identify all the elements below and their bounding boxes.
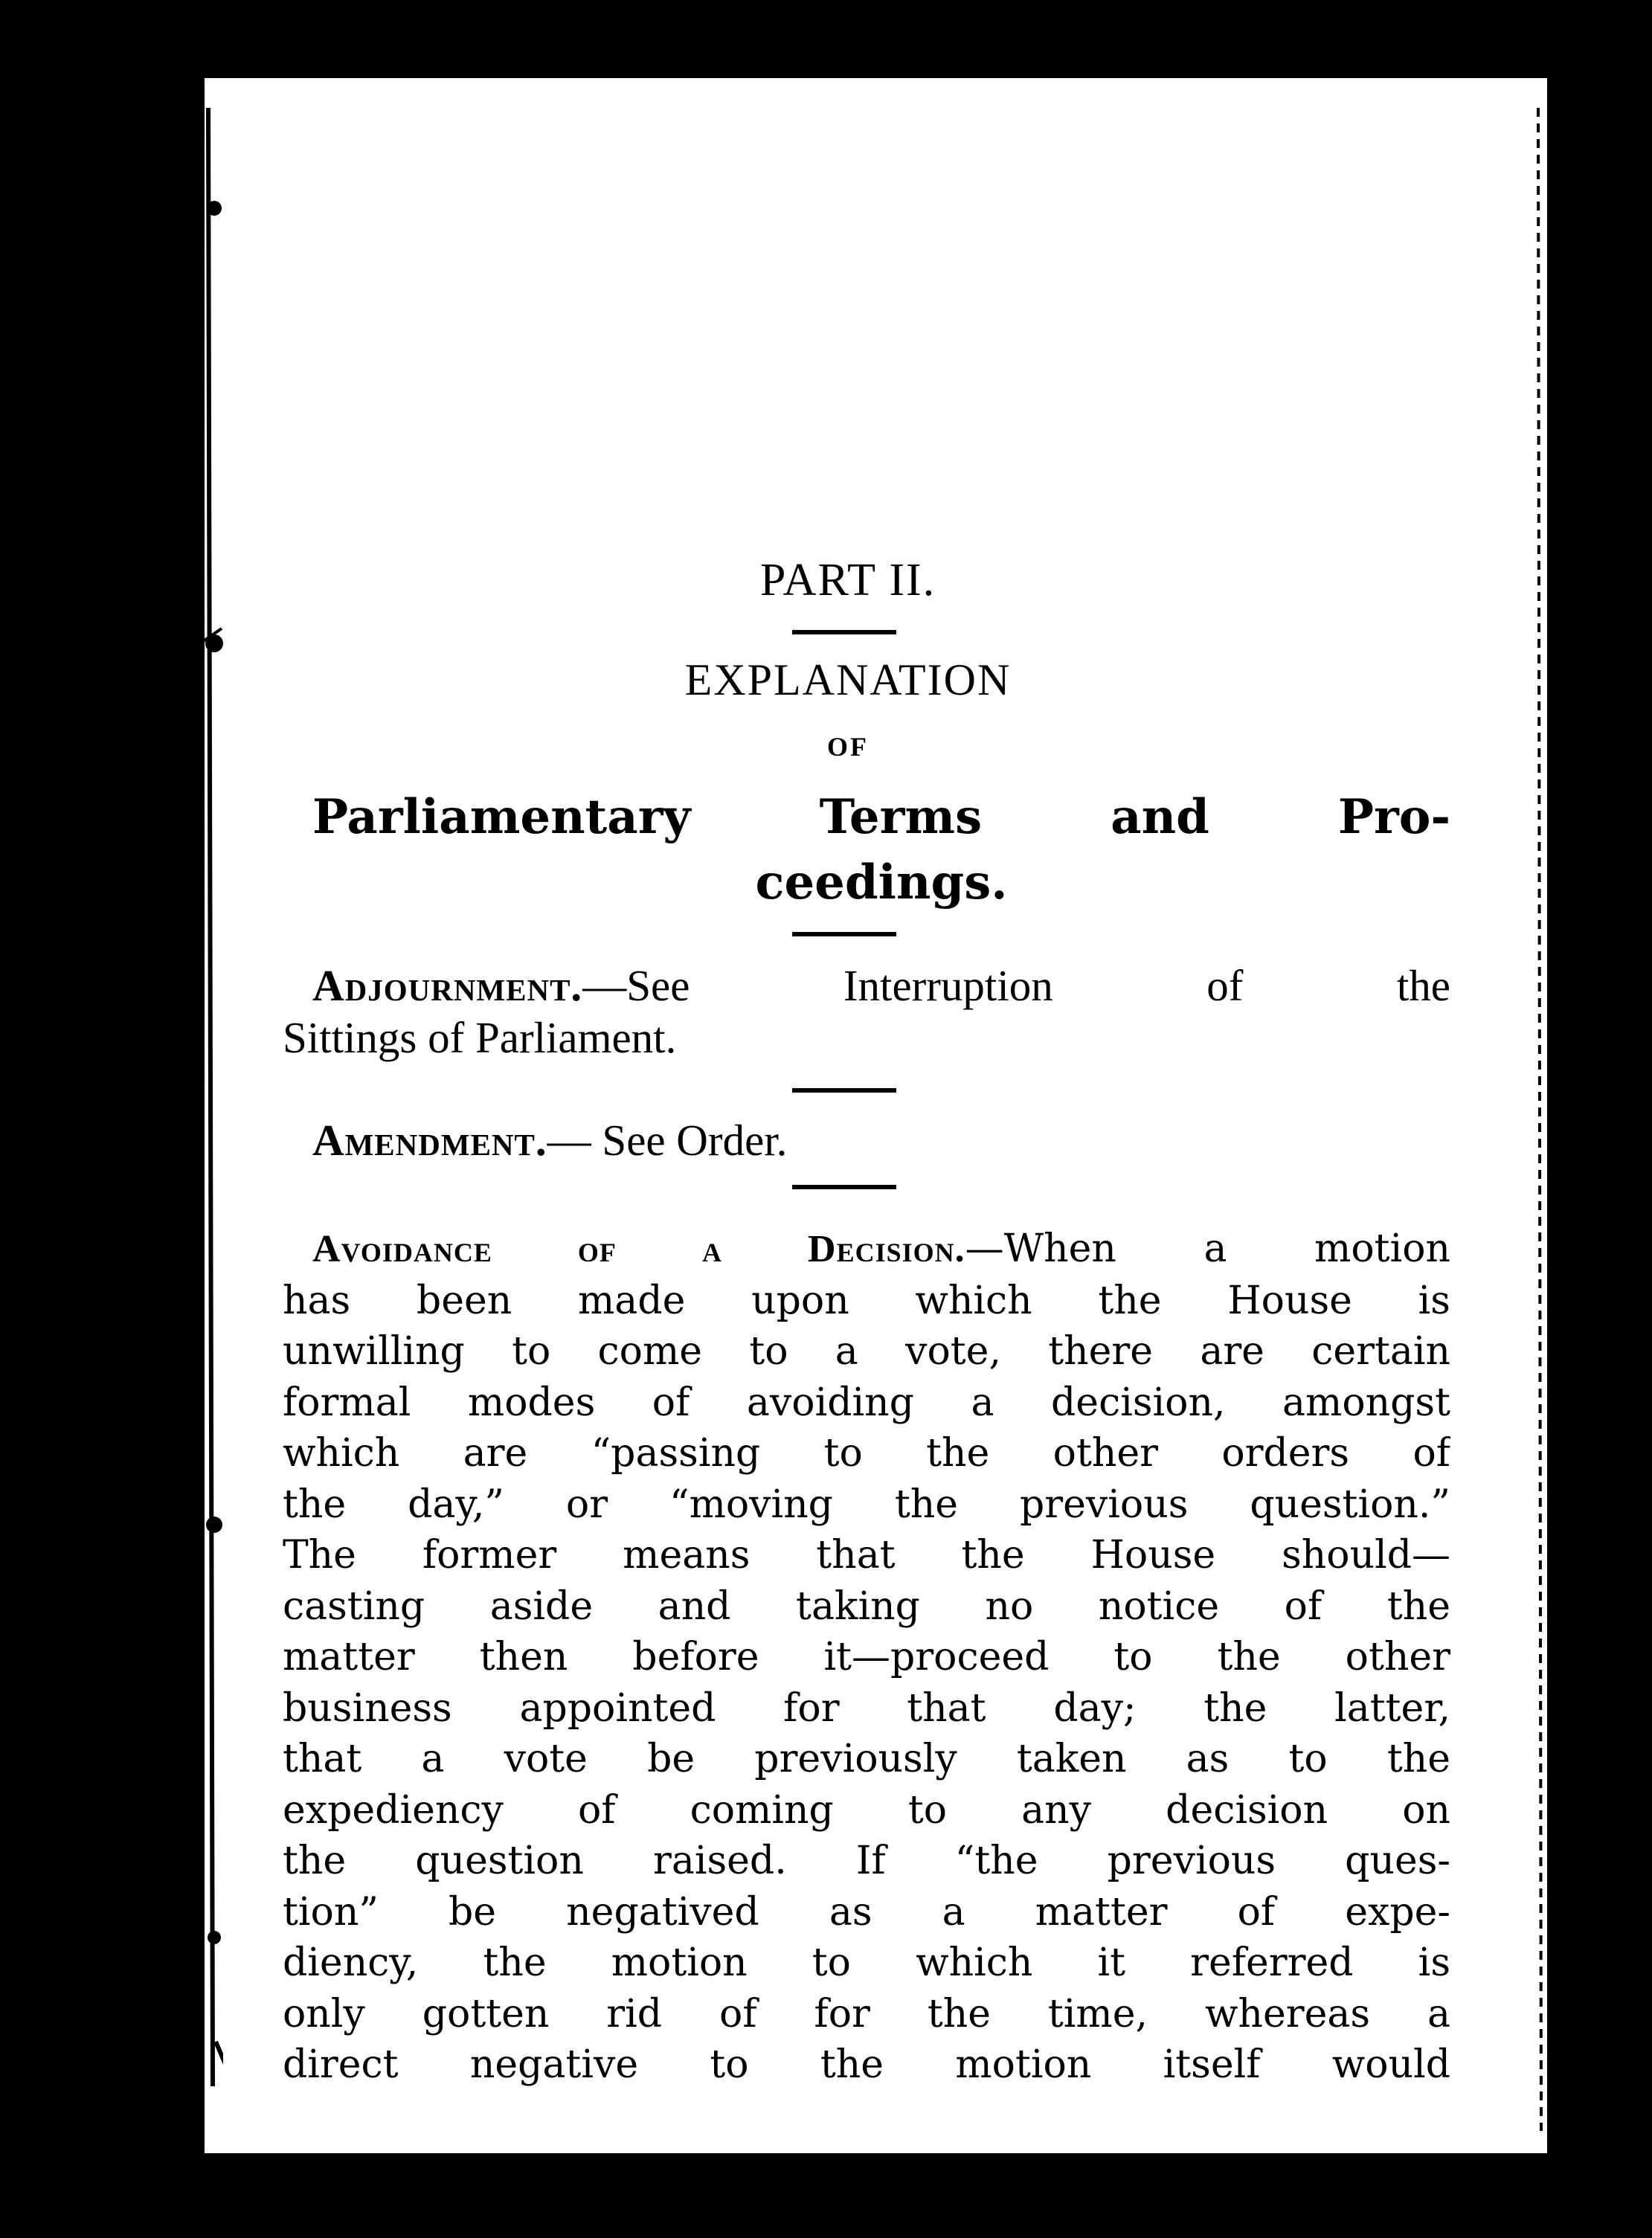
entry-term: Adjournment. bbox=[312, 961, 583, 1010]
entry-line bbox=[283, 959, 1450, 1012]
paragraph-line: which are “passing to the other orders of bbox=[283, 1431, 1450, 1476]
divider-rule bbox=[792, 1185, 896, 1189]
entry-text: —See Interruption of the bbox=[582, 961, 1450, 1010]
section-title: EXPLANATION bbox=[684, 655, 1012, 704]
entry-adjournment bbox=[283, 959, 1450, 1064]
paragraph-line: has been made upon which the House is bbox=[283, 1278, 1450, 1323]
entry-text: — See Order. bbox=[547, 1116, 788, 1165]
paragraph-line: formal modes of avoiding a decision, amongst bbox=[283, 1380, 1450, 1425]
book-page bbox=[134, 78, 1562, 2161]
entry-text: —When a motion bbox=[965, 1226, 1450, 1271]
entry-term: Avoidance of a Decision. bbox=[312, 1228, 965, 1270]
paragraph-line: the day,” or “moving the previous question.” bbox=[283, 1482, 1450, 1527]
paragraph-line: tion” be negatived as a matter of expe- bbox=[283, 1889, 1450, 1935]
part-title: PART II. bbox=[759, 555, 936, 605]
heading-line-2: ceedings. bbox=[755, 855, 1008, 910]
paragraph-line: that a vote be previously taken as to the bbox=[283, 1737, 1450, 1781]
entry-term: Amendment. bbox=[312, 1116, 547, 1165]
paragraph-line: matter then before it—proceed to the other bbox=[283, 1635, 1450, 1679]
paragraph-line: direct negative to the motion itself would bbox=[283, 2042, 1450, 2087]
paragraph-line: the question raised. If “the previous ques- bbox=[283, 1839, 1450, 1883]
paragraph-line: diency, the motion to which it referred is bbox=[283, 1940, 1450, 1985]
section-connector: OF bbox=[827, 732, 869, 762]
paragraph-line: unwilling to come to a vote, there are certain bbox=[283, 1329, 1450, 1374]
entry-line: Sittings of Parliament. bbox=[283, 1013, 677, 1062]
entry-avoidance bbox=[283, 1223, 1450, 2091]
entry-amendment bbox=[283, 1114, 1450, 1166]
paragraph-line: expediency of coming to any decision on bbox=[283, 1787, 1450, 1833]
paragraph-line: The former means that the House should— bbox=[283, 1533, 1450, 1578]
paragraph-line: casting aside and taking no notice of the bbox=[283, 1583, 1450, 1629]
divider-rule bbox=[792, 932, 896, 936]
section-heading bbox=[312, 785, 1450, 916]
paragraph-line: only gotten rid of for the time, whereas a bbox=[283, 1991, 1450, 2036]
paragraph-line bbox=[283, 1223, 1450, 1276]
divider-rule bbox=[792, 1088, 896, 1093]
heading-line-1: Parliamentary Terms and Pro- bbox=[312, 789, 1450, 845]
divider-rule bbox=[792, 630, 896, 634]
paragraph-line: business appointed for that day; the latter, bbox=[283, 1685, 1450, 1731]
